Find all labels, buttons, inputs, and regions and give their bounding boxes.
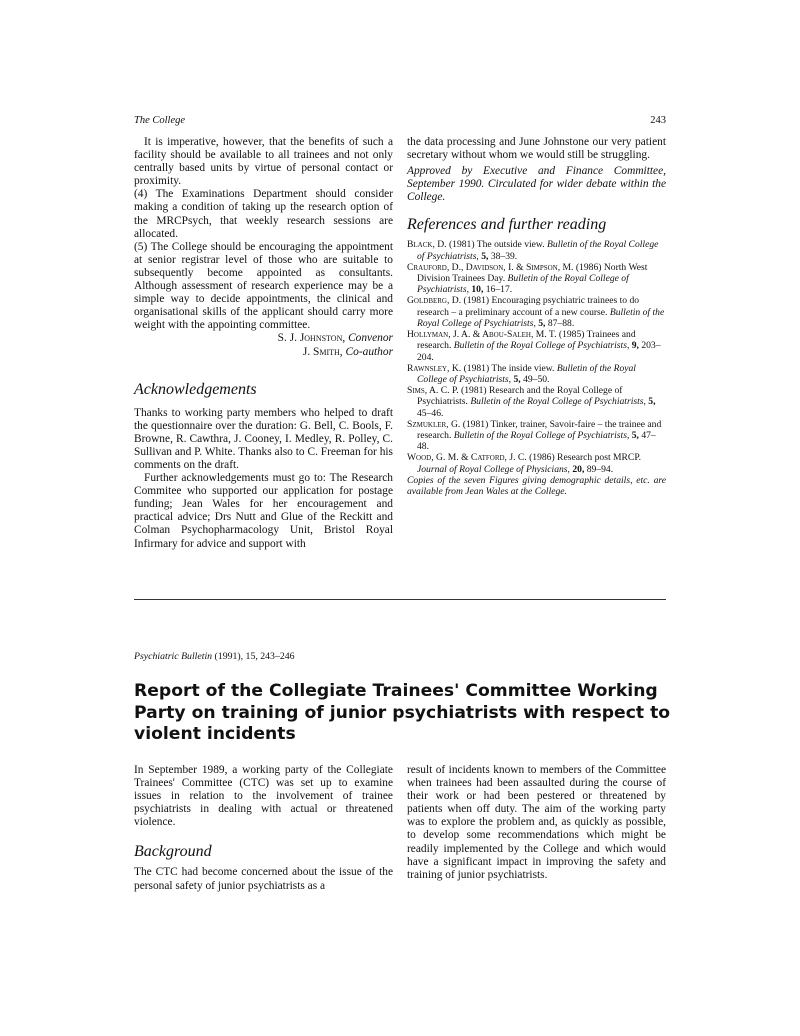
reference-author: Black, D. (407, 239, 447, 251)
paragraph: (5) The College should be encouraging the appointment at senior registrar level of those who are suitable to subsequently become appointed as consultants. Although assessment of research experience may be a simple way to decide appointments, the clinical and organisational skills of the applicant should carry more weight with the appointing committee. (134, 240, 393, 332)
reference-volume: 5, (535, 317, 546, 329)
reference-pages: 203–204. (417, 340, 661, 363)
reference-item (407, 295, 666, 329)
reference-title: (1981) Tinker, trainer, Savoir-faire – the trainee and research. (417, 418, 662, 441)
reference-volume: 10, (468, 284, 484, 296)
reference-volume: 5, (478, 250, 489, 262)
reference-journal: Bulletin of the Royal College of Psychiatrists, (417, 306, 665, 329)
right-column-bottom (407, 764, 666, 882)
reference-author: Goldberg, D. (407, 295, 462, 307)
paragraph: the data processing and June Johnstone our very patient secretary without whom we would still be struggling. (407, 136, 666, 162)
reference-pages: 49–50. (520, 373, 550, 385)
reference-title: (1986) Research post MRCP. (526, 452, 642, 464)
reference-journal: Journal of Royal College of Physicians, (417, 463, 570, 475)
article-title: Report of the Collegiate Trainees' Committee Working Party on training of junior psychiatrists with respect to violent incidents (134, 681, 671, 744)
reference-title: (1981) The inside view. (461, 362, 557, 374)
reference-title: (1981) Research and the Royal College of Psychiatrists. (417, 385, 623, 408)
page-number: 243 (650, 115, 666, 126)
signature-convenor: S. J. Johnston, Convenor (277, 332, 393, 345)
acknowledgements-heading: Acknowledgements (134, 380, 257, 398)
reference-item (407, 363, 666, 385)
reference-pages: 38–39. (488, 250, 518, 262)
journal-citation: Psychiatric Bulletin (1991), 15, 243–246 (134, 651, 295, 662)
paragraph: Further acknowledgements must go to: The Research Commitee who supported our application for postage funding; Jean Wales for her encouragement and practical advice; Drs Nutt and Glue of the Reckitt and Colman Psychopharmacology Unit, Bristol Royal Infirmary for advice and support with (134, 472, 393, 550)
reference-title: (1981) The outside view. (446, 239, 548, 251)
reference-author: Szmukler, G. (407, 418, 461, 430)
reference-author: Hollyman, J. A. & Abou-Saleh, M. T. (407, 329, 557, 341)
signature-coauthor: J. Smith, Co-author (302, 345, 393, 358)
right-column-top (407, 136, 666, 498)
section-divider (134, 599, 666, 600)
reference-author: Wood, G. M. & Catford, J. C. (407, 452, 527, 464)
reference-item (407, 385, 666, 419)
reference-author: Crauford, D., Davidson, I. & Simpson, M. (407, 261, 574, 273)
reference-title: (1981) Encouraging psychiatric trainees to do research – a preliminary account of a new course. (417, 295, 640, 318)
reference-volume: 9, (629, 340, 639, 352)
approval-note: Approved by Executive and Finance Committee, September 1990. Circulated for wider debate within the College. (407, 165, 666, 204)
reference-item (407, 329, 666, 363)
reference-volume: 20, (569, 463, 585, 475)
reference-author: Rawnsley, K. (407, 362, 462, 374)
paragraph: The CTC had become concerned about the issue of the personal safety of junior psychiatrists as a (134, 866, 393, 892)
left-column-top (134, 136, 393, 551)
figures-note: Copies of the seven Figures giving demographic details, etc. are available from Jean Wales at the College. (407, 474, 666, 498)
paragraph: Thanks to working party members who helped to draft the questionnaire over the duration: G. Bell, C. Bools, F. Browne, R. Cawthra, J. Cooney, I. Medley, R. Polley, C. Sullivan and P. White. Thanks also to C. Freeman for his comments on the draft. (134, 406, 393, 471)
reference-item (407, 419, 666, 453)
reference-volume: 5, (645, 396, 656, 408)
reference-journal: Bulletin of the Royal College of Psychiatrists, (417, 362, 636, 385)
reference-item (407, 262, 666, 296)
reference-pages: 47–48. (417, 429, 656, 453)
paragraph: result of incidents known to members of the Committee when trainees had been assaulted during the course of their work or had been pestered or threatened by patients when off duty. The aim of the working party was to explore the problem and, as quickly as possible, to develop some recommendations which might be readily implemented by the College and which would have a significant impact in improving the safety and training of junior psychiatrists. (407, 764, 666, 881)
reference-author: Sims, A. C. P. (407, 385, 459, 397)
reference-volume: 5, (629, 429, 639, 441)
paragraph: In September 1989, a working party of the Collegiate Trainees' Committee (CTC) was set up to examine issues in relation to the involvement of trainee psychiatrists in dealing with actual or threatened violence. (134, 764, 393, 829)
paragraph: It is imperative, however, that the benefits of such a facility should be available to all trainees and not only centrally based units by virtue of personal contact or proximity. (134, 136, 393, 188)
reference-pages: 45–46. (417, 407, 444, 419)
reference-item (407, 452, 666, 474)
reference-journal: Bulletin of the Royal College of Psychiatrists, (417, 239, 659, 262)
reference-journal: Bulletin of the Royal College of Psychiatrists, (470, 396, 646, 408)
references-heading: References and further reading (407, 216, 607, 234)
reference-title: (1985) Trainees and research. (417, 329, 636, 352)
reference-list (407, 239, 666, 474)
left-column-bottom (134, 764, 393, 893)
running-head-section: The College (134, 115, 186, 126)
reference-pages: 89–94. (584, 463, 614, 475)
reference-journal: Bulletin of the Royal College of Psychiatrists, (453, 429, 630, 441)
reference-journal: Bulletin of the Royal College of Psychiatrists, (417, 273, 629, 296)
running-head (134, 115, 666, 126)
reference-item (407, 239, 666, 261)
background-heading: Background (134, 843, 212, 861)
reference-journal: Bulletin of the Royal College of Psychiatrists, (453, 340, 630, 352)
paragraph: (4) The Examinations Department should consider making a condition of taking up the research option of the MRCPsych, that weekly research sessions are allocated. (134, 188, 393, 240)
reference-pages: 87–88. (545, 317, 575, 329)
reference-pages: 16–17. (483, 284, 513, 296)
reference-volume: 5, (511, 373, 521, 385)
reference-title: (1986) North West Division Trainees Day. (417, 261, 648, 285)
